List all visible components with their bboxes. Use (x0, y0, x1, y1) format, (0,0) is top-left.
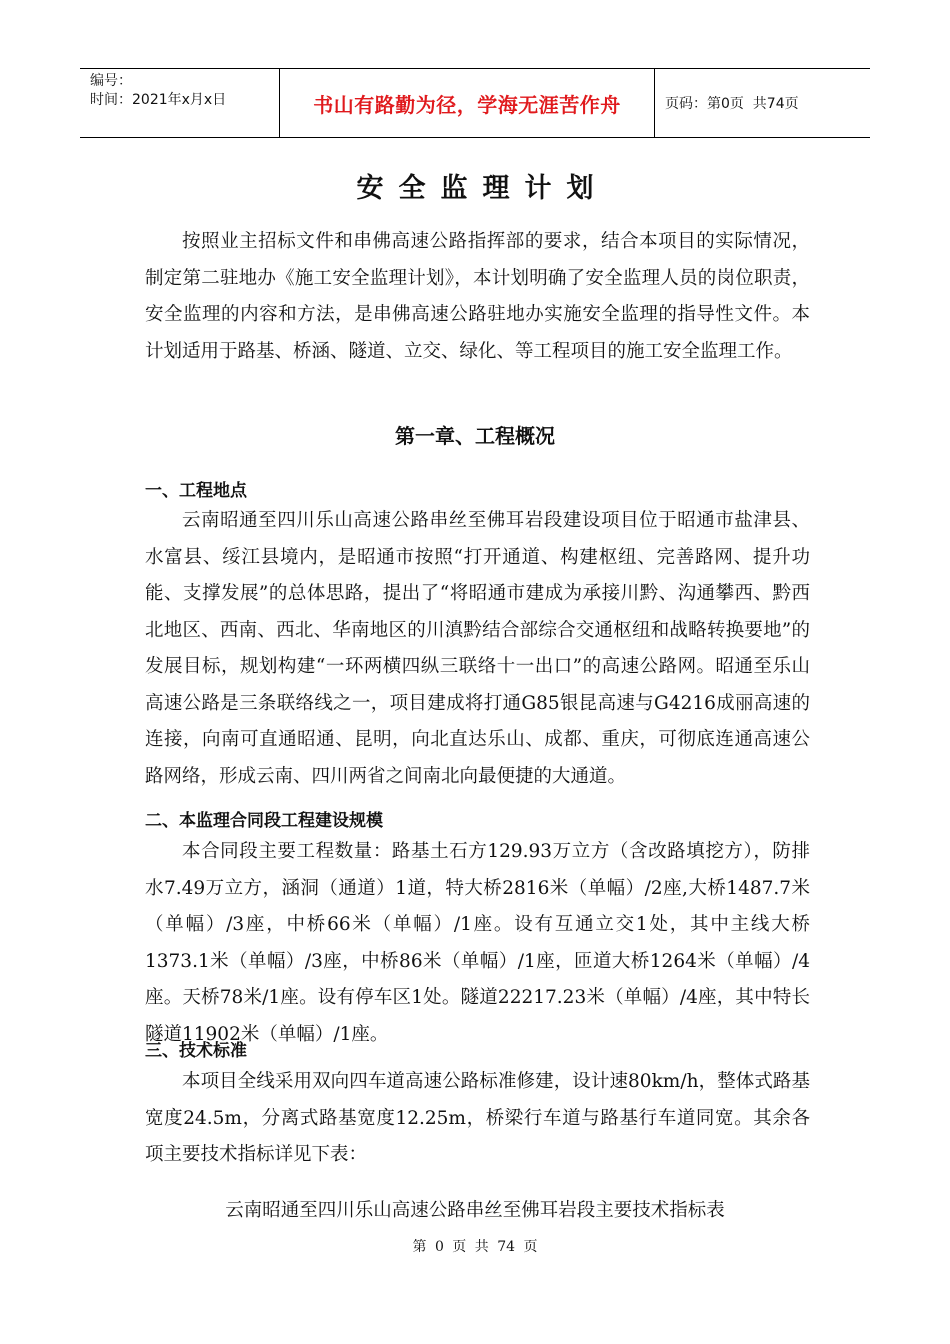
section-heading-scale: 二、本监理合同段工程建设规模 (145, 811, 383, 831)
header-page-info (655, 69, 870, 137)
section-body-location: 云南昭通至四川乐山高速公路串丝至佛耳岩段建设项目位于昭通市盐津县、水富县、绥江县境内，是昭通市按照“打开通道、构建枢纽、完善路网、提升功能、支撑发展”的总体思路，提出了“将昭通市建成为承接川黔、沟通攀西、黔西北地区、西南、西北、华南地区的川滇黔结合部综合交通枢纽和战略转换要地”的发展目标，规划构建“一环两横四纵三联络十一出口”的高速公路网。昭通至乐山高速公路是三条联络线之一，项目建成将打通G85银昆高速与G4216成丽高速的连接，向南可直通昭通、昆明，向北直达乐山、成都、重庆，可彻底连通高速公路网络，形成云南、四川两省之间南北向最便捷的大通道。 (145, 510, 810, 787)
chapter-heading: 第一章、工程概况 (395, 424, 555, 448)
page-header (80, 68, 870, 138)
section-heading-standards: 三、技术标准 (145, 1041, 247, 1061)
section-heading-location: 一、工程地点 (145, 481, 247, 501)
page-footer: 第 0 页 共 74 页 (412, 1239, 538, 1255)
table-caption: 云南昭通至四川乐山高速公路串丝至佛耳岩段主要技术指标表 (225, 1200, 725, 1221)
page-info-text: 页码：第0页 共74页 (665, 96, 799, 112)
document-title: 安全监理计划 (356, 173, 609, 204)
time-label: 时间：2021年x月x日 (90, 92, 227, 108)
intro-paragraph: 按照业主招标文件和串佛高速公路指挥部的要求，结合本项目的实际情况，制定第二驻地办《施工安全监理计划》，本计划明确了安全监理人员的岗位职责，安全监理的内容和方法，是串佛高速公路驻地办实施安全监理的指导性文件。本计划适用于路基、桥涵、隧道、立交、绿化、等工程项目的施工安全监理工作。 (145, 231, 810, 362)
section-body-scale: 本合同段主要工程数量：路基土石方129.93万立方（含改路填挖方），防排水7.49万立方，涵洞（通道）1道，特大桥2816米（单幅）/2座,大桥1487.7米（单幅）/3座，中桥66米（单幅）/1座。设有互通立交1处，其中主线大桥1373.1米（单幅）/3座，中桥86米（单幅）/1座，匝道大桥1264米（单幅）/4座。天桥78米/1座。设有停车区1处。隧道22217.23米（单幅）/4座，其中特长隧道11902米（单幅）/1座。 (145, 841, 810, 1045)
header-motto: 书山有路勤为径，学海无涯苦作舟 (280, 69, 655, 137)
header-meta (80, 69, 280, 137)
number-label: 编号： (90, 73, 132, 89)
section-body-standards: 本项目全线采用双向四车道高速公路标准修建，设计速80km/h，整体式路基宽度24.5m，分离式路基宽度12.25m，桥梁行车道与路基行车道同宽。其余各项主要技术指标详见下表： (145, 1071, 810, 1165)
